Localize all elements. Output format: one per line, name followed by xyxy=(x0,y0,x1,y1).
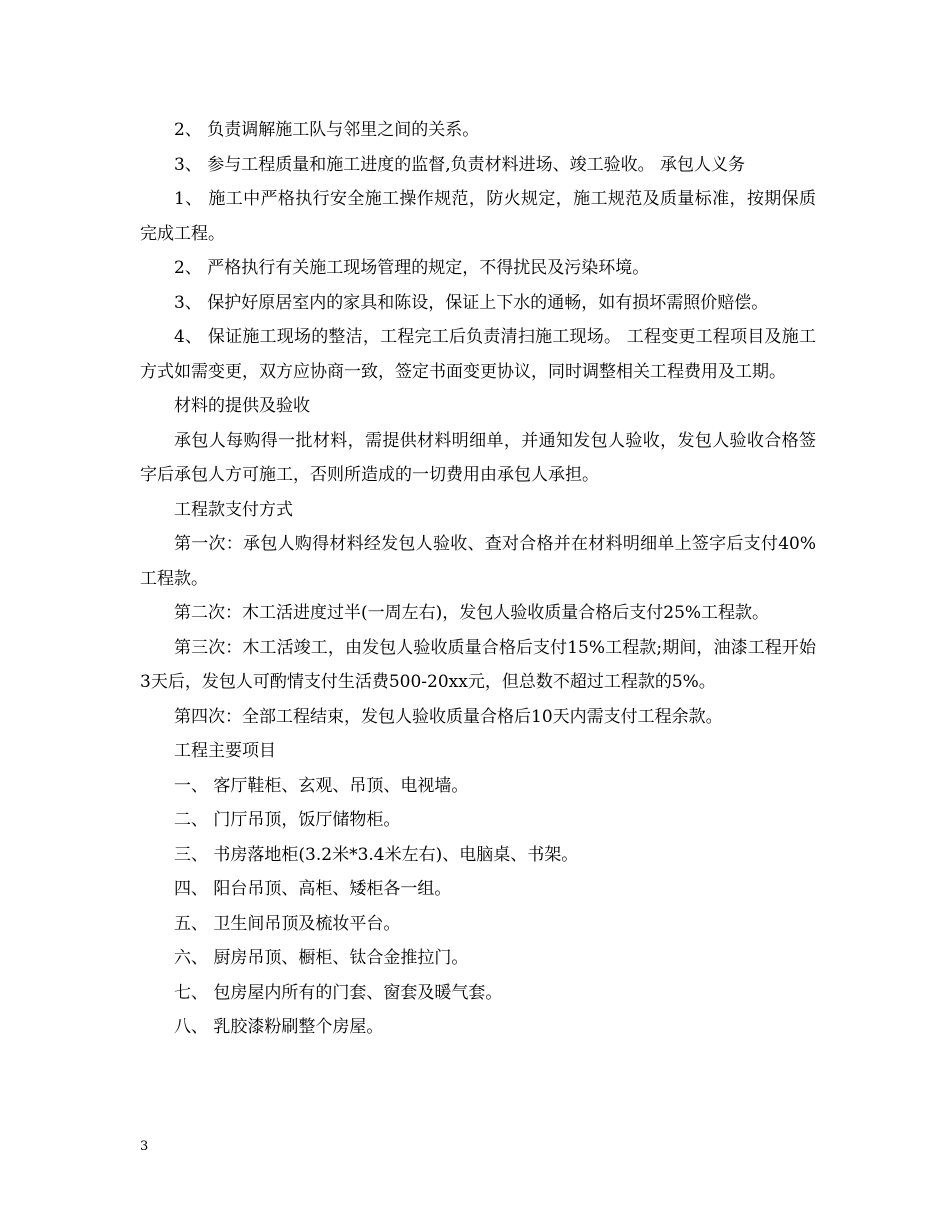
paragraph: 4、 保证施工现场的整洁，工程完工后负责清扫施工现场。 工程变更工程项目及施工方式如需变更，双方应协商一致，签定书面变更协议，同时调整相关工程费用及工期。 xyxy=(140,327,816,382)
paragraph: 2、 负责调解施工队与邻里之间的关系。 xyxy=(174,120,480,140)
paragraph: 3、 保护好原居室内的家具和陈设，保证上下水的通畅，如有损坏需照价赔偿。 xyxy=(174,292,769,313)
list-item: 二、 门厅吊顶，饭厅储物柜。 xyxy=(174,810,401,830)
paragraph: 第三次：木工活竣工，由发包人验收质量合格后支付15%工程款;期间，油漆工程开始3天后，发包人可酌情支付生活费500-20xx元，但总数不超过工程款的5%。 xyxy=(140,637,816,692)
paragraph: 第二次：木工活进度过半(一周左右)，发包人验收质量合格后支付25%工程款。 xyxy=(174,603,770,623)
document-body xyxy=(140,113,816,1045)
section-heading: 工程主要项目 xyxy=(174,741,276,761)
list-item: 五、 卫生间吊顶及梳妆平台。 xyxy=(174,913,401,934)
paragraph: 承包人每购得一批材料，需提供材料明细单，并通知发包人验收，发包人验收合格签字后承包人方可施工，否则所造成的一切费用由承包人承担。 xyxy=(140,430,816,485)
list-item: 八、 乳胶漆粉刷整个房屋。 xyxy=(174,1017,384,1037)
paragraph: 3、 参与工程质量和施工进度的监督,负责材料进场、竣工验收。 承包人义务 xyxy=(174,154,746,175)
paragraph: 1、 施工中严格执行安全施工操作规范，防火规定，施工规范及质量标准，按期保质完成工程。 xyxy=(140,189,816,244)
paragraph: 第四次：全部工程结束，发包人验收质量合格后10天内需支付工程余款。 xyxy=(174,706,723,727)
paragraph: 第一次：承包人购得材料经发包人验收、查对合格并在材料明细单上签字后支付40%工程款。 xyxy=(140,534,816,589)
page-number: 3 xyxy=(140,1139,149,1154)
paragraph: 2、 严格执行有关施工现场管理的规定，不得扰民及污染环境。 xyxy=(174,258,650,278)
section-heading: 工程款支付方式 xyxy=(174,499,293,520)
list-item: 六、 厨房吊顶、橱柜、钛合金推拉门。 xyxy=(174,948,469,968)
list-item: 一、 客厅鞋柜、玄观、吊顶、电视墙。 xyxy=(174,775,469,796)
list-item: 四、 阳台吊顶、高柜、矮柜各一组。 xyxy=(174,879,452,899)
list-item: 三、 书房落地柜(3.2米*3.4米左右)、电脑桌、书架。 xyxy=(174,844,579,865)
list-item: 七、 包房屋内所有的门套、窗套及暖气套。 xyxy=(174,982,503,1003)
section-heading: 材料的提供及验收 xyxy=(174,396,310,416)
